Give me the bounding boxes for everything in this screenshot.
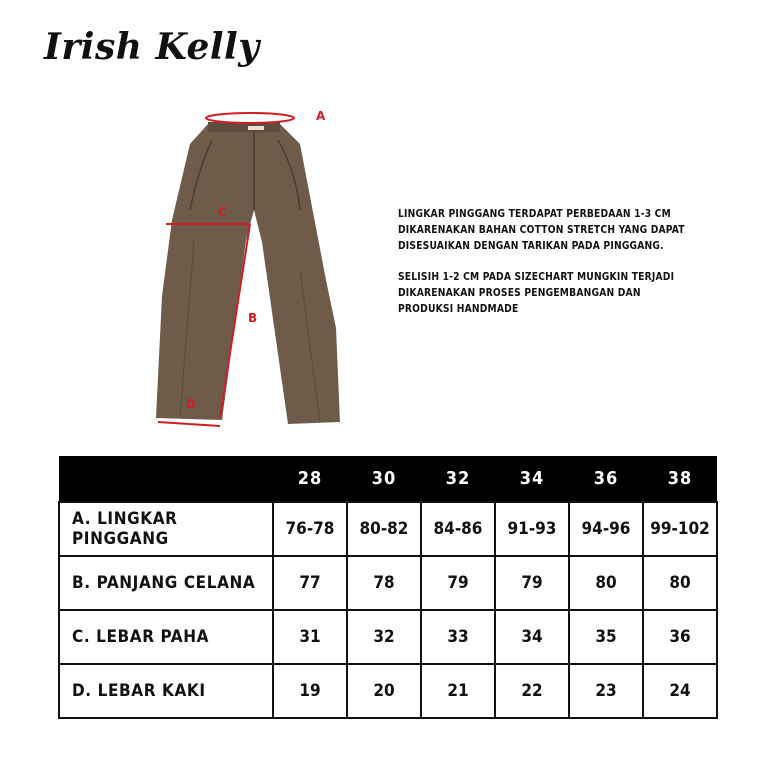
measure-b-label: B bbox=[248, 311, 258, 325]
table-cell: 94-96 bbox=[569, 502, 643, 556]
row-label: A. LINGKAR PINGGANG bbox=[59, 502, 273, 556]
table-cell: 91-93 bbox=[495, 502, 569, 556]
pants-shape bbox=[156, 124, 340, 424]
table-row-lebar-kaki bbox=[59, 664, 717, 718]
table-cell: 32 bbox=[347, 610, 421, 664]
table-cell: 35 bbox=[569, 610, 643, 664]
table-cell: 21 bbox=[421, 664, 495, 718]
table-cell: 80 bbox=[569, 556, 643, 610]
table-cell: 20 bbox=[347, 664, 421, 718]
brand-logo: Irish Kelly bbox=[44, 26, 260, 68]
table-cell: 31 bbox=[273, 610, 347, 664]
size-header: 34 bbox=[519, 468, 545, 489]
size-header: 32 bbox=[445, 468, 471, 489]
size-header: 28 bbox=[297, 468, 323, 489]
size-header: 30 bbox=[371, 468, 397, 489]
row-label: D. LEBAR KAKI bbox=[59, 664, 273, 718]
measure-c-label: C bbox=[218, 205, 227, 219]
row-label: B. PANJANG CELANA bbox=[59, 556, 273, 610]
size-header: 36 bbox=[593, 468, 619, 489]
table-cell: 36 bbox=[643, 610, 717, 664]
measure-d-line bbox=[158, 422, 220, 426]
note-waist-tolerance: LINGKAR PINGGANG TERDAPAT PERBEDAAN 1-3 CM DIKARENAKAN BAHAN COTTON STRETCH YANG DAPAT DISESUAIKAN DENGAN TARIKAN PADA PINGGANG. bbox=[398, 209, 685, 252]
table-cell: 80 bbox=[643, 556, 717, 610]
sizing-notes bbox=[398, 207, 698, 333]
table-cell: 99-102 bbox=[643, 502, 717, 556]
header-blank bbox=[59, 456, 273, 502]
measure-d-label: D bbox=[186, 397, 196, 411]
table-cell: 24 bbox=[643, 664, 717, 718]
table-row-lebar-paha bbox=[59, 610, 717, 664]
table-row-lingkar-pinggang bbox=[59, 502, 717, 556]
table-cell: 19 bbox=[273, 664, 347, 718]
table-cell: 22 bbox=[495, 664, 569, 718]
table-cell: 78 bbox=[347, 556, 421, 610]
table-cell: 80-82 bbox=[347, 502, 421, 556]
table-cell: 79 bbox=[495, 556, 569, 610]
table-row-panjang-celana bbox=[59, 556, 717, 610]
measure-a-label: A bbox=[316, 109, 326, 123]
row-label: C. LEBAR PAHA bbox=[59, 610, 273, 664]
table-cell: 23 bbox=[569, 664, 643, 718]
table-cell: 33 bbox=[421, 610, 495, 664]
size-chart-table bbox=[58, 456, 718, 719]
table-cell: 84-86 bbox=[421, 502, 495, 556]
table-cell: 34 bbox=[495, 610, 569, 664]
size-header: 38 bbox=[667, 468, 693, 489]
measure-a-line bbox=[206, 113, 294, 123]
table-cell: 77 bbox=[273, 556, 347, 610]
note-handmade-tolerance: SELISIH 1-2 CM PADA SIZECHART MUNGKIN TERJADI DIKARENAKAN PROSES PENGEMBANGAN DAN PRODUKSI HANDMADE bbox=[398, 272, 675, 315]
size-header-row bbox=[59, 456, 717, 502]
table-cell: 79 bbox=[421, 556, 495, 610]
pants-photo bbox=[150, 100, 340, 440]
table-cell: 76-78 bbox=[273, 502, 347, 556]
